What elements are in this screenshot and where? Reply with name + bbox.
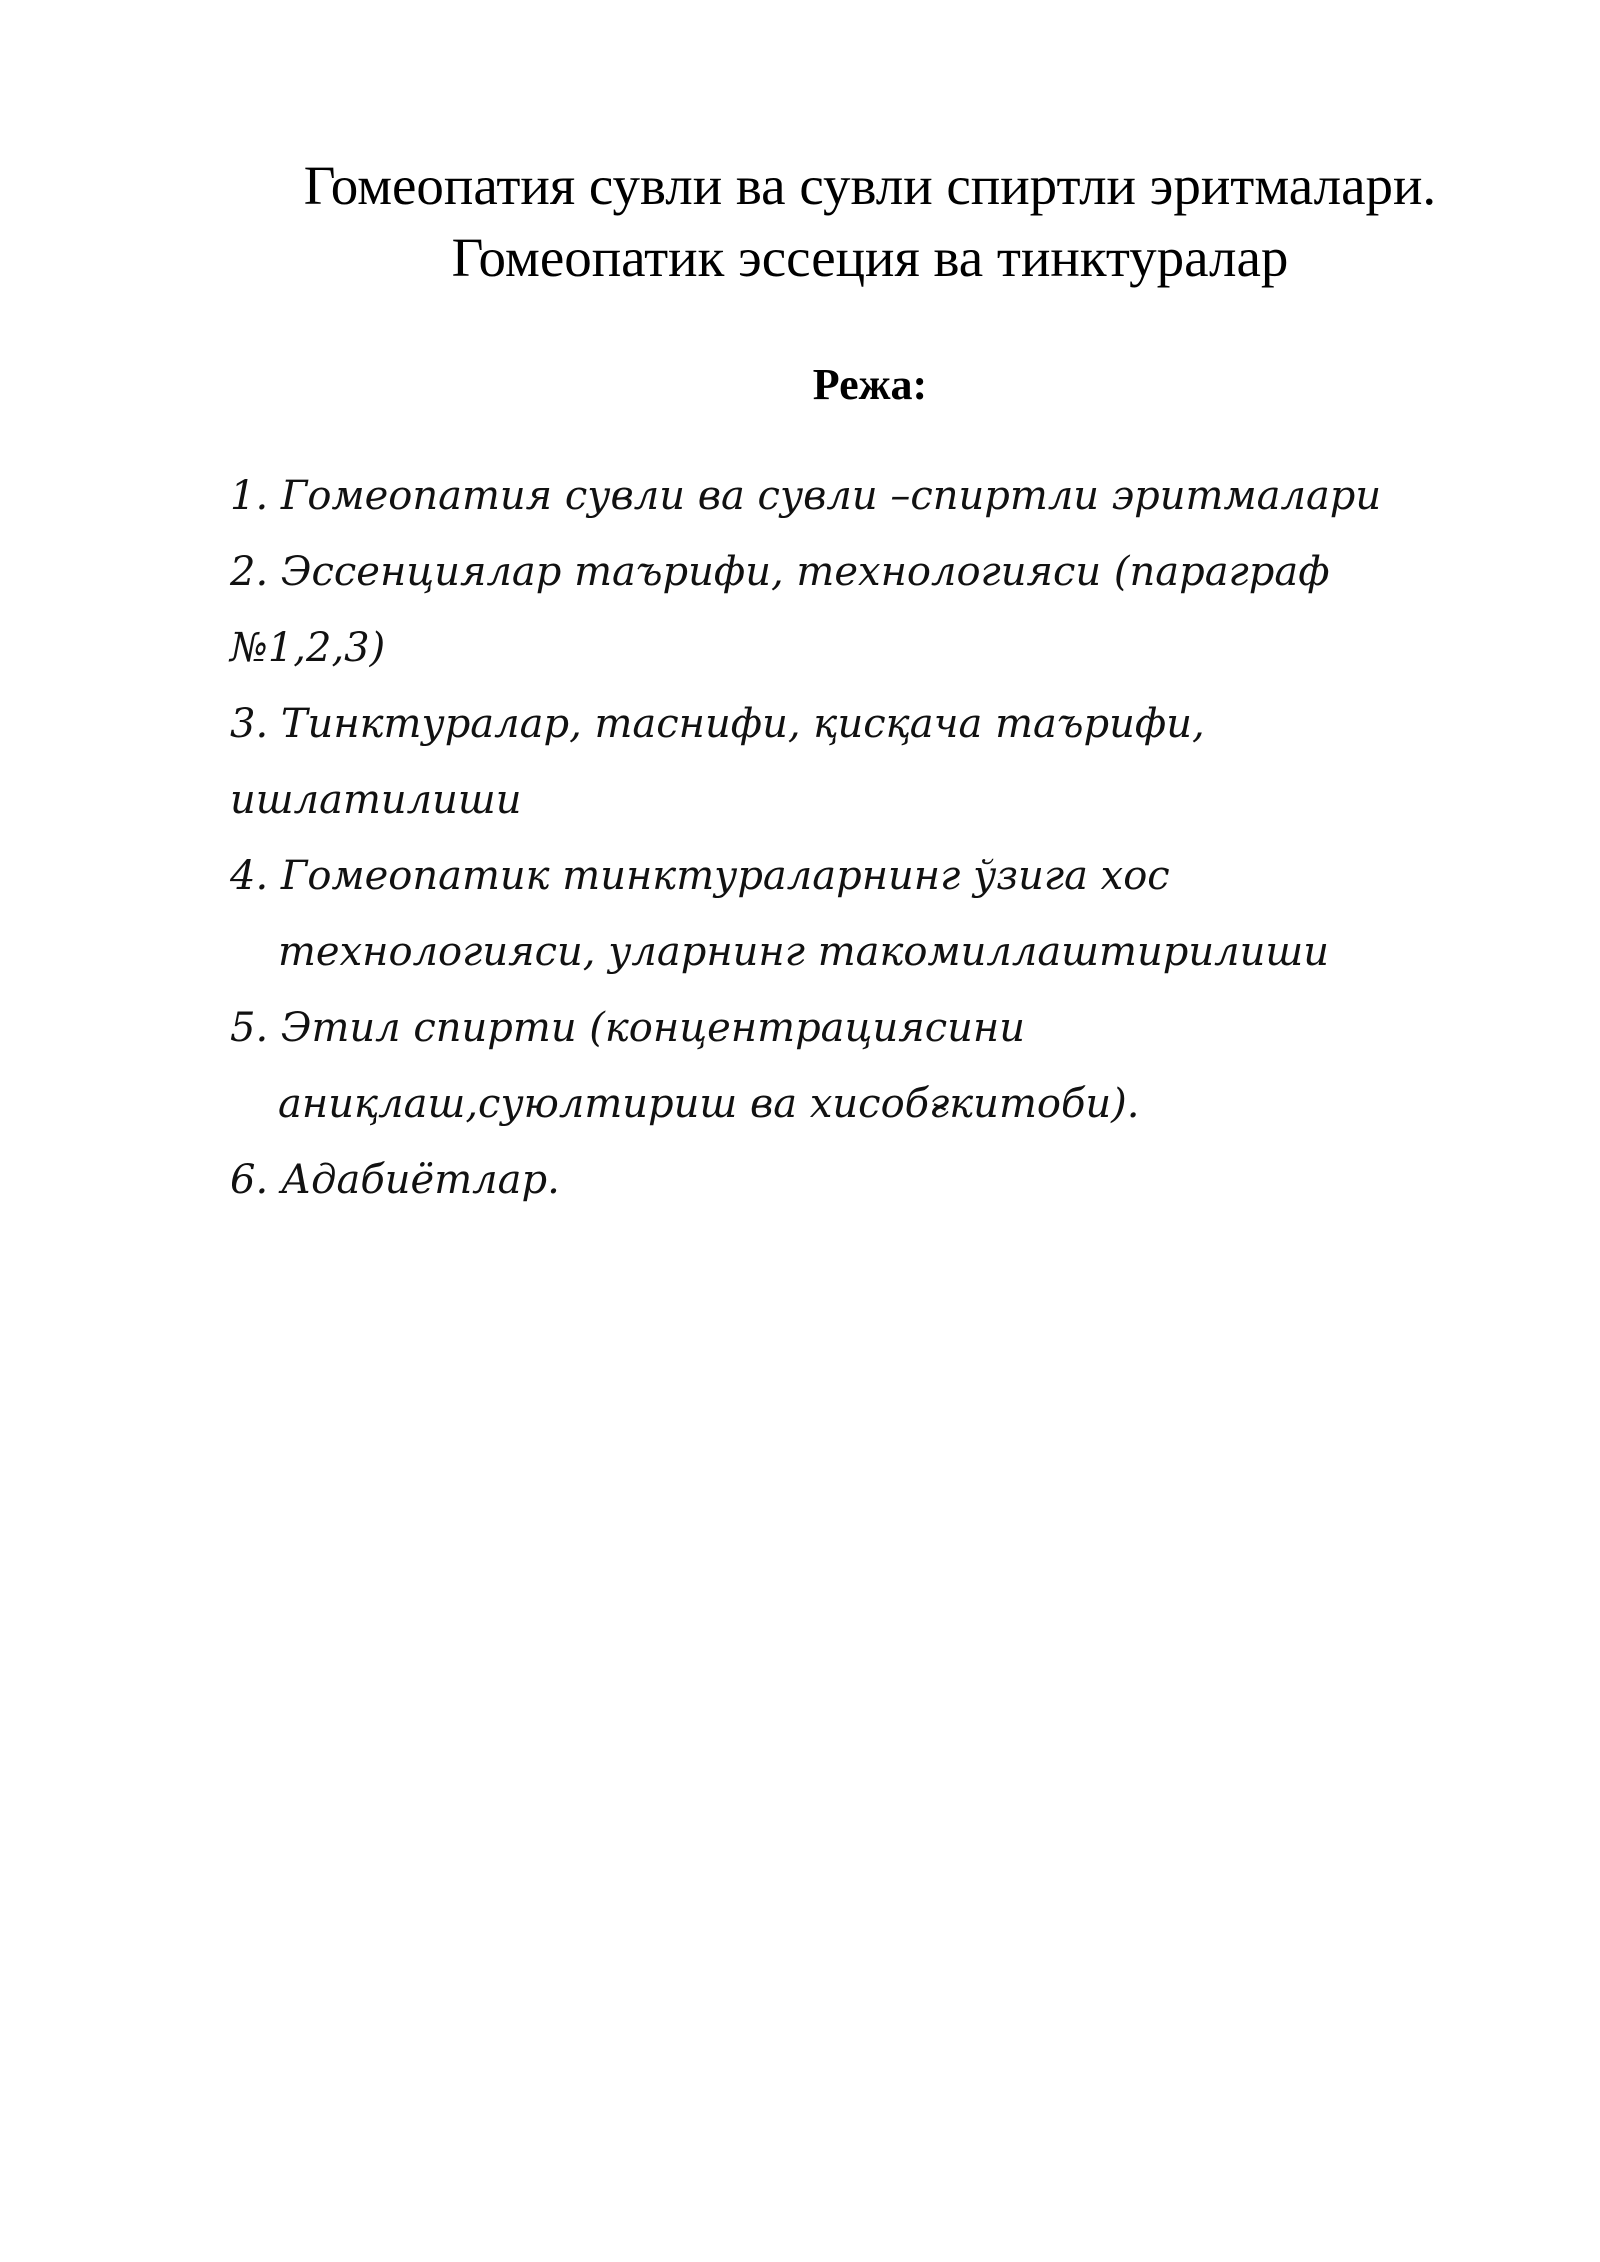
- plan-item-3-line-1: 3. Тинктуралар, таснифи, қисқача таърифи,: [230, 701, 1205, 747]
- plan-item-6: [230, 1142, 1490, 1218]
- plan-item-1: [230, 458, 1490, 534]
- document-title: [235, 150, 1505, 294]
- plan-item-1-line-1: 1. Гомеопатия сувли ва сувли –спиртли эритмалари: [230, 473, 1382, 519]
- plan-item-4-line-2: технологияси, уларнинг такомиллаштирилиши: [278, 929, 1329, 975]
- plan-heading: Режа:: [812, 360, 928, 409]
- title-line-2: Гомеопатик эссеция ва тинктуралар: [451, 227, 1289, 288]
- plan-item-2: [230, 534, 1490, 686]
- title-line-1: Гомеопатия сувли ва сувли спиртли эритмалари.: [303, 155, 1437, 216]
- plan-item-2-line-1: 2. Эссенциялар таърифи, технологияси (параграф: [230, 549, 1330, 595]
- plan-item-4: [230, 838, 1490, 990]
- plan-list: [230, 458, 1490, 1218]
- plan-item-5-line-1: 5. Этил спирти (концентрациясини: [230, 1005, 1025, 1051]
- plan-item-2-line-2: №1,2,3): [230, 625, 386, 671]
- plan-item-5: [230, 990, 1490, 1142]
- plan-item-6-line-1: 6. Адабиётлар.: [230, 1157, 560, 1203]
- plan-item-3: [230, 686, 1490, 838]
- plan-item-3-line-2: ишлатилиши: [230, 777, 522, 823]
- plan-item-5-line-2: аниқлаш,суюлтириш ва хисобғкитоби).: [278, 1081, 1140, 1127]
- plan-item-4-line-1: 4. Гомеопатик тинктураларнинг ўзига хос: [230, 853, 1170, 899]
